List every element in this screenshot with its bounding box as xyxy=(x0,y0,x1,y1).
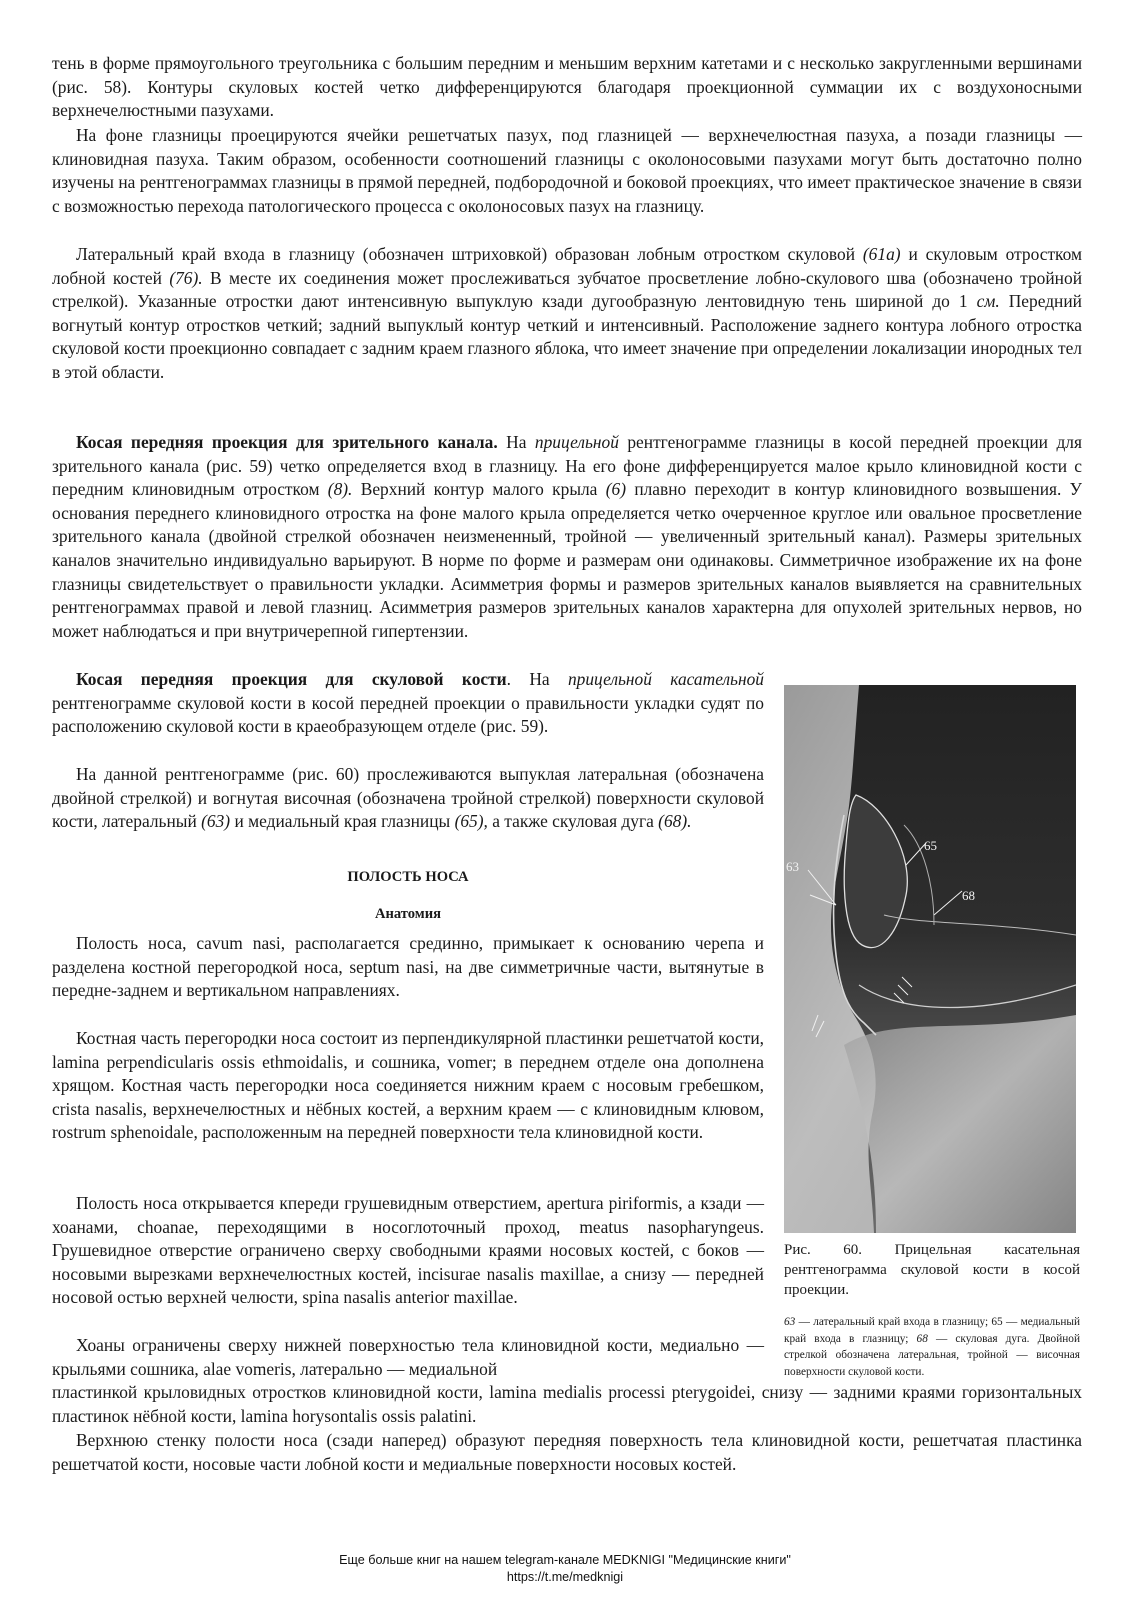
xray-label-63: 63 xyxy=(786,859,799,874)
footer-promo: Еще больше книг на нашем telegram-канале MEDKNIGI "Медицинские книги" xyxy=(339,1553,791,1567)
figure-caption: Рис. 60. Прицельная касательная рентгенограмма скуловой кости в косой проекции. xyxy=(784,1242,1080,1298)
paragraph-nasal-cavity: Полость носа, cavum nasi, располагается срединно, примыкает к основанию черепа и разделена костной перегородкой носа, septum nasi, на две симметричные части, вытянутые в передне-заднем и вертикальном направлениях. xyxy=(52,933,764,1001)
paragraph-choanae: Хоаны ограничены сверху нижней поверхностью тела клиновидной кости, медиально — крыльями сошника, alae vomeris, латерально — медиальной xyxy=(52,1335,764,1379)
paragraph-lead: Косая передняя проекция для зрительного канала. xyxy=(76,432,498,452)
paragraph-sinuses: На фоне глазницы проецируются ячейки решетчатых пазух, под глазницей — верхнечелюстная пазуха, а позади глазницы — клиновидная пазуха. Таким образом, особенности соотношений глазницы с околоносовыми пазухами могут быть достаточно полно изучены на рентгенограммах глазницы в прямой передней, подбородочной и боковой проекциях, что имеет практическое значение в связи с возможностью перехода патологического процесса с околоносовых пазух на глазницу. xyxy=(52,125,1082,216)
paragraph-upper-wall: Верхнюю стенку полости носа (сзади наперед) образуют передняя поверхность тела клиновидной кости, решетчатая пластинка решетчатой кости, носовые части лобной кости и медиальные поверхности носовых костей. xyxy=(52,1430,1082,1474)
paragraph-optic-canal: Косая передняя проекция для зрительного канала. На прицельной рентгенограмме глазницы в косой передней проекции для зрительного канала (рис. 59) четко определяется вход в глазницу. На его фоне дифференцируется малое крыло клиновидной кости с передним клиновидным отростком (8). Верхний контур малого крыла (6) плавно переходит в контур клиновидного возвышения. У основания переднего клиновидного отростка на фоне малого крыла определяется четко очерченное круглое или овальное просветление зрительного канала (двойной стрелкой обозначен неизмененный, тройной — увеличенный зрительный канал). Размеры зрительных каналов значительно индивидуально варьируют. В норме по форме и размерам они одинаковы. Симметричное изображение их на фоне глазницы свидетельствует о правильности укладки. Асимметрия формы и размеров зрительных каналов выявляется на сравнительных рентгенограммах правой и левой глазниц. Асимметрия размеров зрительных каналов характерна для опухолей зрительных нервов, но может наблюдаться и при внутричерепной гипертензии. xyxy=(52,432,1082,641)
subsection-heading: Анатомия xyxy=(374,906,442,922)
xray-lower-face xyxy=(844,1015,1076,1233)
paragraph-lead: Косая передняя проекция для скуловой кости xyxy=(76,669,507,689)
paragraph-apertura: Полость носа открывается кпереди грушевидным отверстием, apertura piriformis, а кзади — хоанами, choanae, переходящими в носоглоточный проход, meatus nasopharyngeus. Грушевидное отверстие ограничено сверху свободными краями носовых костей, с боков — носовыми вырезками верхнечелюстных костей, incisurae nasalis maxillae, а снизу — передней носовой остью верхней челюсти, spina nasalis anterior maxillae. xyxy=(52,1193,764,1308)
paragraph-intro: тень в форме прямоугольного треугольника с большим передним и меньшим верхним катетами и с несколько закругленными вершинами (рис. 58). Контуры скуловых костей четко дифференцируются благодаря проекционной суммации их с воздухоносными верхнечелюстными пазухами. xyxy=(52,53,1082,121)
paragraph-septum: Костная часть перегородки носа состоит из перпендикулярной пластинки решетчатой кости, lamina perpendicularis ossis ethmoidalis, и сошника, vomer; в переднем отделе она дополнена хрящом. Костная часть перегородки носа соединяется нижним краем с носовым гребешком, crista nasalis, верхнечелюстных и нёбных костей, а верхним краем — с клиновидным клювом, rostrum sphenoidale, расположенным на передней поверхности тела клиновидной кости. xyxy=(52,1028,764,1143)
xray-label-65: 65 xyxy=(924,838,937,853)
paragraph-choanae-continued: пластинкой крыловидных отростков клиновидной кости, lamina medialis processi pterygoidei, снизу — задними краями горизонтальных пластинок нёбной кости, lamina horysontalis ossis palatini. xyxy=(52,1382,1082,1426)
section-heading: ПОЛОСТЬ НОСА xyxy=(347,869,469,885)
xray-label-68: 68 xyxy=(962,888,975,903)
figure-legend: 63 — латеральный край входа в глазницу; 65 — медиальный край входа в глазницу; 68 — скуловая дуга. Двойной стрелкой обозначена латеральная, тройной — височная поверхности скуловой кости. xyxy=(784,1316,1081,1378)
footer-link[interactable]: https://t.me/medknigi xyxy=(506,1570,624,1584)
paragraph-zygomatic-projection: Косая передняя проекция для скуловой кости. На прицельной касательной рентгенограмме скуловой кости в косой передней проекции о правильности укладки судят по расположению скуловой кости в краеобразующем отделе (рис. 59). xyxy=(52,669,764,737)
xray-figure xyxy=(784,685,1076,1233)
paragraph-lateral-edge: Латеральный край входа в глазницу (обозначен штриховкой) образован лобным отростком скуловой (61а) и скуловым отростком лобной костей (76). В месте их соединения может прослеживаться зубчатое просветление лобно-скулового шва (обозначено тройной стрелкой). Указанные отростки дают интенсивную выпуклую кзади дугообразную лентовидную тень шириной до 1 см. Передний вогнутый контур отростков четкий; задний выпуклый контур четкий и интенсивный. Расположение заднего контура лобного отростка скуловой кости проекционно совпадает с задним краем глазного яблока, что имеет значение при определении локализации инородных тел в этой области. xyxy=(52,244,1082,382)
paragraph-fig60-description: На данной рентгенограмме (рис. 60) прослеживаются выпуклая латеральная (обозначена двойной стрелкой) и вогнутая височная (обозначена тройной стрелкой) поверхности скуловой кости, латеральный (63) и медиальный края глазницы (65), а также скуловая дуга (68). xyxy=(52,764,764,832)
